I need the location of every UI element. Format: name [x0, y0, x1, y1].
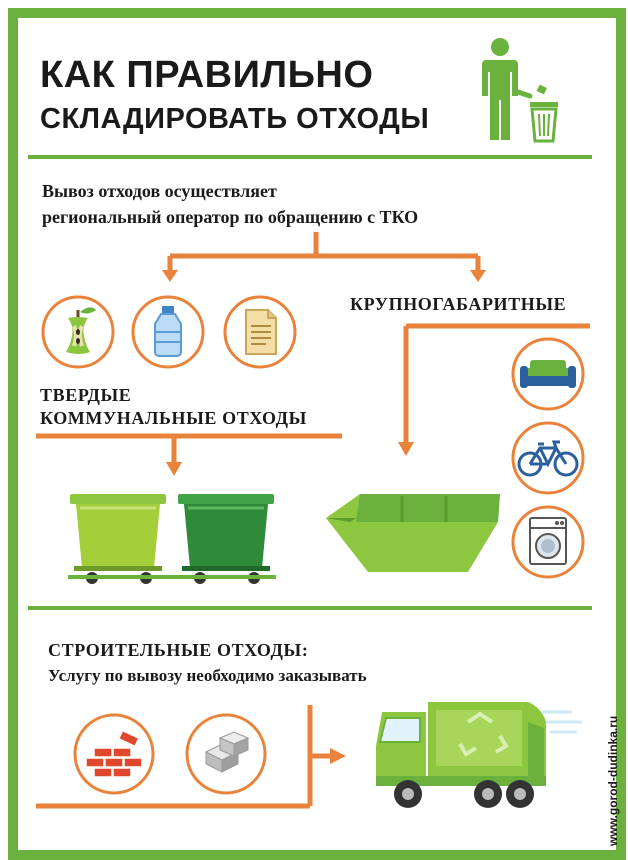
- washing-machine-icon: [510, 504, 586, 580]
- garbage-truck-icon: [372, 692, 592, 816]
- skip-container-icon: [322, 488, 502, 584]
- operator-text-line2: региональный оператор по обращению с ТКО: [42, 207, 419, 227]
- solid-heading-line2: КОММУНАЛЬНЫЕ ОТХОДЫ: [40, 408, 307, 428]
- solid-heading: [40, 384, 307, 430]
- bicycle-icon: [510, 420, 586, 496]
- green-bin-light-icon: [66, 490, 170, 586]
- bulky-heading: КРУПНОГАБАРИТНЫЕ: [350, 294, 567, 314]
- divider-bottom: [28, 606, 592, 610]
- bins-base-line: [68, 575, 276, 579]
- green-bin-dark-icon: [174, 490, 278, 586]
- watermark-text: [602, 688, 622, 848]
- bricks-icon: [72, 712, 156, 796]
- water-bottle-icon: [130, 294, 206, 370]
- construction-subtext: Услугу по вывозу необходимо заказывать: [48, 666, 367, 685]
- operator-text-line1: Вывоз отходов осуществляет: [42, 181, 277, 201]
- paper-document-icon: [222, 294, 298, 370]
- solid-heading-line1: ТВЕРДЫЕ: [40, 385, 132, 405]
- construction-heading: СТРОИТЕЛЬНЫЕ ОТХОДЫ:: [48, 640, 309, 660]
- concrete-blocks-icon: [184, 712, 268, 796]
- page-title-line1: КАК ПРАВИЛЬНО: [40, 54, 374, 96]
- apple-core-icon: [40, 294, 116, 370]
- sofa-icon: [510, 336, 586, 412]
- watermark-label: www.gorod-dudinka.ru: [606, 715, 620, 846]
- page-title-line2: СКЛАДИРОВАТЬ ОТХОДЫ: [40, 103, 430, 135]
